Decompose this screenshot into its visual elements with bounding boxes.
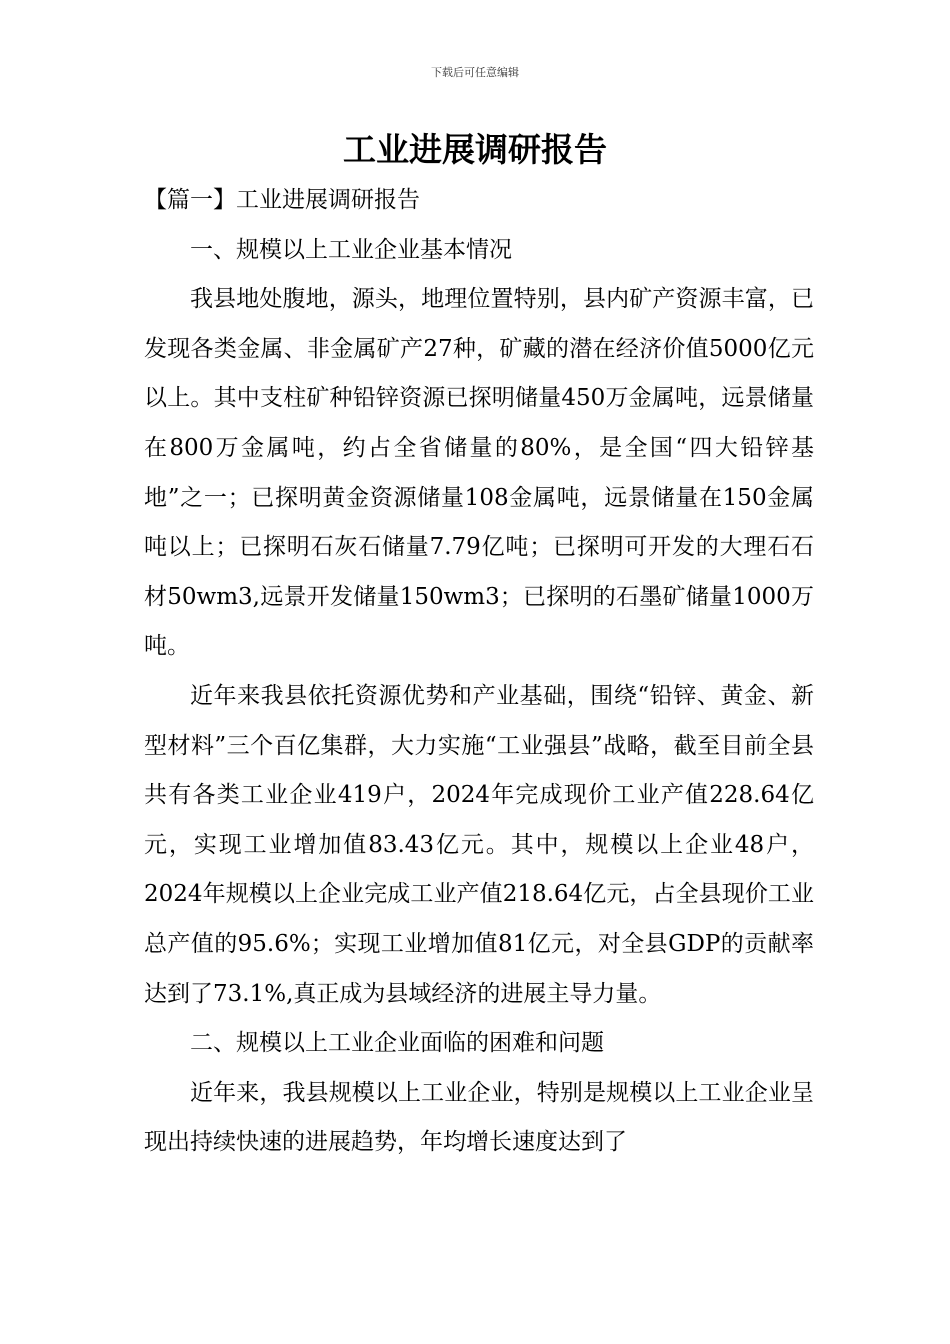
page-header-note: 下载后可任意编辑	[431, 66, 519, 79]
chapter-label: 【篇一】工业进展调研报告	[144, 187, 420, 213]
document-title: 工业进展调研报告	[343, 130, 607, 169]
body-paragraph-3: 近年来，我县规模以上工业企业，特别是规模以上工业企业呈现出持续快速的进展趋势，年均增长速度达到了	[144, 1079, 814, 1156]
body-paragraph-2: 近年来我县依托资源优势和产业基础，围绕“铅锌、黄金、新型材料”三个百亿集群，大力实施“工业强县”战略，截至目前全县共有各类工业企业419户，2024年完成现价工业产值228.64亿元，实现工业增加值83.43亿元。其中，规模以上企业48户，2024年规模以上企业完成工业产值218.64亿元，占全县现价工业总产值的95.6%；实现工业增加值81亿元，对全县GDP的贡献率达到了73.1%,真正成为县域经济的进展主导力量。	[144, 682, 814, 1007]
document-body	[144, 176, 814, 1168]
section-heading-1: 一、规模以上工业企业基本情况	[190, 236, 512, 263]
body-paragraph-1: 我县地处腹地，源头，地理位置特别，县内矿产资源丰富，已发现各类金属、非金属矿产27种，矿藏的潜在经济价值5000亿元以上。其中支柱矿种铅锌资源已探明储量450万金属吨，远景储量在800万金属吨，约占全省储量的80%，是全国“四大铅锌基地”之一；已探明黄金资源储量108金属吨，远景储量在150金属吨以上；已探明石灰石储量7.79亿吨；已探明可开发的大理石石材50wm3,远景开发储量150wm3；已探明的石墨矿储量1000万吨。	[144, 286, 814, 660]
section-heading-2: 二、规模以上工业企业面临的困难和问题	[190, 1030, 604, 1057]
